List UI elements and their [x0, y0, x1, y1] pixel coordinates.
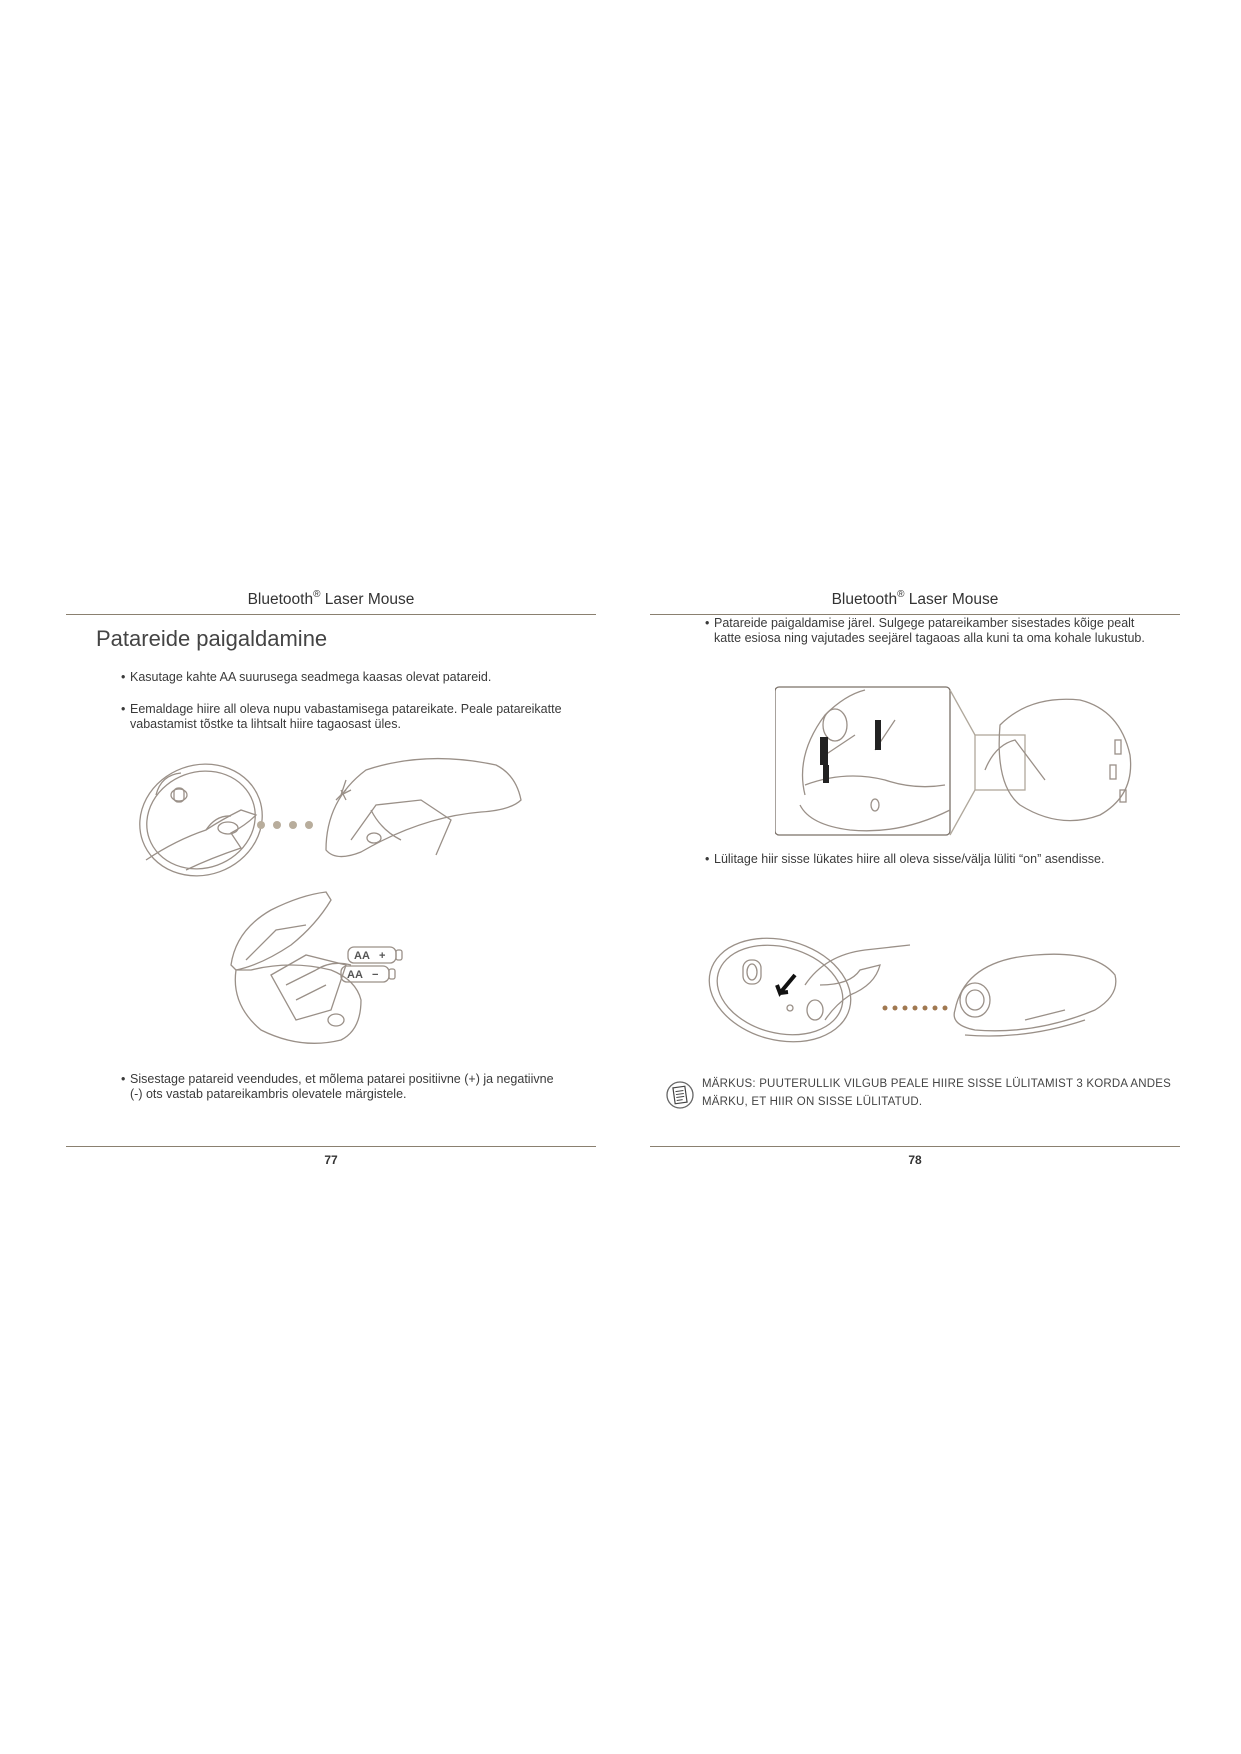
page-number-left: 77: [324, 1153, 338, 1167]
right-page: [650, 590, 1180, 1170]
bullet-switch-on: • Lülitage hiir sisse lükates hiire all oleva sisse/välja lüliti “on” asendisse.: [705, 852, 1105, 866]
page-number-right: 78: [908, 1153, 922, 1167]
left-page-header: Bluetooth® Laser Mouse: [247, 589, 415, 609]
insert-batteries-illustration: [226, 890, 446, 1050]
right-page-header: Bluetooth® Laser Mouse: [831, 589, 999, 609]
bullet-use-aa: • Kasutage kahte AA suurusega seadmega kaasas olevat patareid.: [121, 670, 492, 684]
left-page: [66, 590, 596, 1170]
battery-label-aa-2: AA: [347, 969, 363, 981]
bullet-remove-cover: • Eemaldage hiire all oleva nupu vabastamisega patareikate. Peale patareikatte vabastamist tõstke ta lihtsalt hiire tagaosast üles.: [121, 702, 562, 731]
right-header-rule: [650, 614, 1180, 615]
switch-on-illustration: [705, 920, 1125, 1050]
note-icon: [665, 1080, 695, 1110]
close-cover-illustration: [775, 685, 1155, 840]
battery-plus-label: +: [379, 950, 386, 962]
bullet-close-cover: • Patareide paigaldamise järel. Sulgege patareikamber sisestades kõige pealt katte esiosa ning vajutades seejärel tagaoas alla kuni ta oma kohale lukustub.: [705, 616, 1145, 645]
right-footer-rule: [650, 1146, 1180, 1147]
left-header-rule: [66, 614, 596, 615]
note-text: MÄRKUS: PUUTERULLIK VILGUB PEALE HIIRE SISSE LÜLITAMIST 3 KORDA ANDES MÄRKU, ET HIIR ON SISSE LÜLITATUD.: [702, 1078, 1172, 1108]
battery-label-aa-1: AA: [354, 950, 370, 962]
left-footer-rule: [66, 1146, 596, 1147]
battery-minus-label: −: [372, 969, 379, 981]
section-title: Patareide paigaldamine: [96, 626, 328, 651]
bullet-insert-batteries: • Sisestage patareid veendudes, et mõlema patarei positiivne (+) ja negatiivne (-) ots vastab patareikambris olevatele märgistele.: [121, 1072, 554, 1101]
remove-cover-illustration: [136, 750, 536, 895]
